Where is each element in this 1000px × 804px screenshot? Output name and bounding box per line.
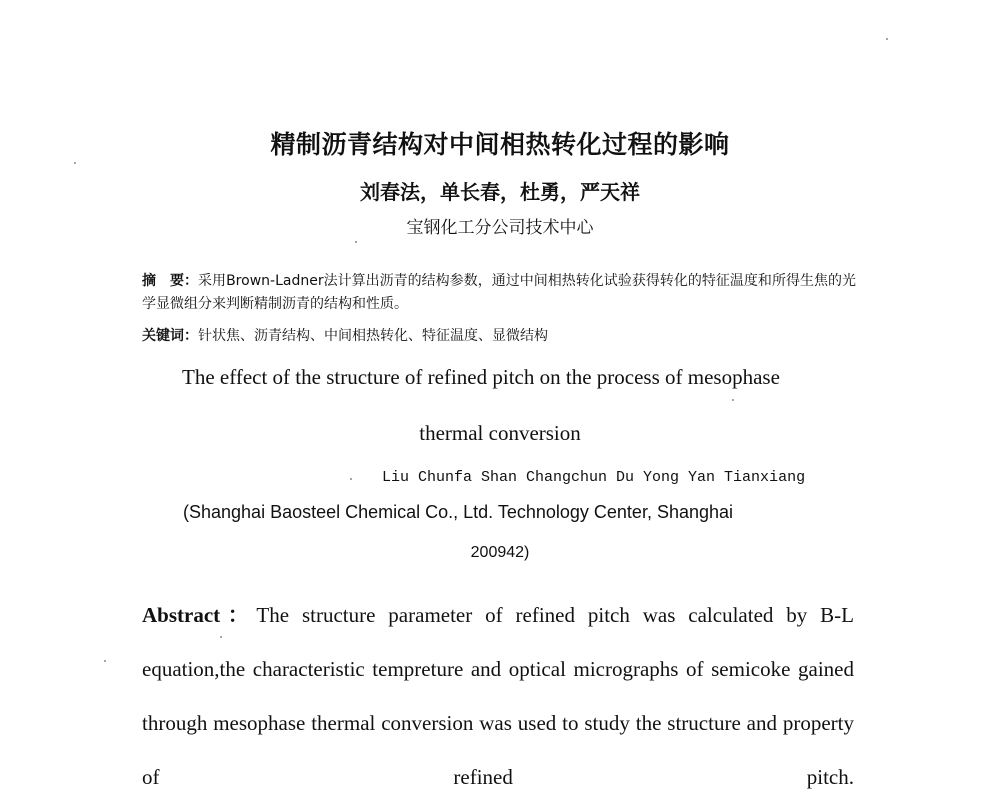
english-authors: Liu Chunfa Shan Changchun Du Yong Yan Tianxiang bbox=[382, 469, 806, 486]
chinese-keywords bbox=[142, 325, 548, 345]
english-abstract-text: The structure parameter of refined pitch was calculated by B-L equation,the characteristic tempreture and optical micrographs of semicoke gained through mesophase thermal conversion was used to study the structure and property of refined pitch. bbox=[142, 603, 854, 789]
english-title-line-1: The effect of the structure of refined pitch on the process of mesophase bbox=[182, 365, 780, 389]
scan-speck bbox=[355, 241, 357, 243]
chinese-abstract-label: 摘 要： bbox=[142, 273, 199, 289]
scan-speck bbox=[732, 399, 734, 401]
scan-speck bbox=[350, 478, 352, 480]
chinese-abstract bbox=[142, 270, 856, 316]
scan-speck bbox=[220, 636, 222, 638]
english-title-line-2: thermal conversion bbox=[419, 421, 581, 445]
scan-speck bbox=[886, 38, 888, 40]
english-abstract bbox=[142, 588, 854, 804]
english-affiliation-line-2: 200942) bbox=[470, 544, 530, 561]
english-abstract-label: Abstract： bbox=[142, 603, 257, 627]
chinese-affiliation: 宝钢化工分公司技术中心 bbox=[406, 218, 594, 238]
chinese-abstract-text: 采用Brown-Ladner法计算出沥青的结构参数，通过中间相热转化试验获得转化的特征温度和所得生焦的光学显微组分来判断精制沥青的结构和性质。 bbox=[142, 273, 856, 312]
chinese-keywords-label: 关键词： bbox=[142, 328, 198, 344]
chinese-authors: 刘春法，单长春，杜勇，严天祥 bbox=[360, 180, 640, 204]
chinese-title: 精制沥青结构对中间相热转化过程的影响 bbox=[270, 130, 730, 159]
chinese-keywords-text: 针状焦、沥青结构、中间相热转化、特征温度、显微结构 bbox=[198, 328, 548, 344]
scan-speck bbox=[104, 660, 106, 662]
scan-speck bbox=[74, 162, 76, 164]
english-affiliation-line-1: (Shanghai Baosteel Chemical Co., Ltd. Technology Center, Shanghai bbox=[183, 502, 734, 522]
